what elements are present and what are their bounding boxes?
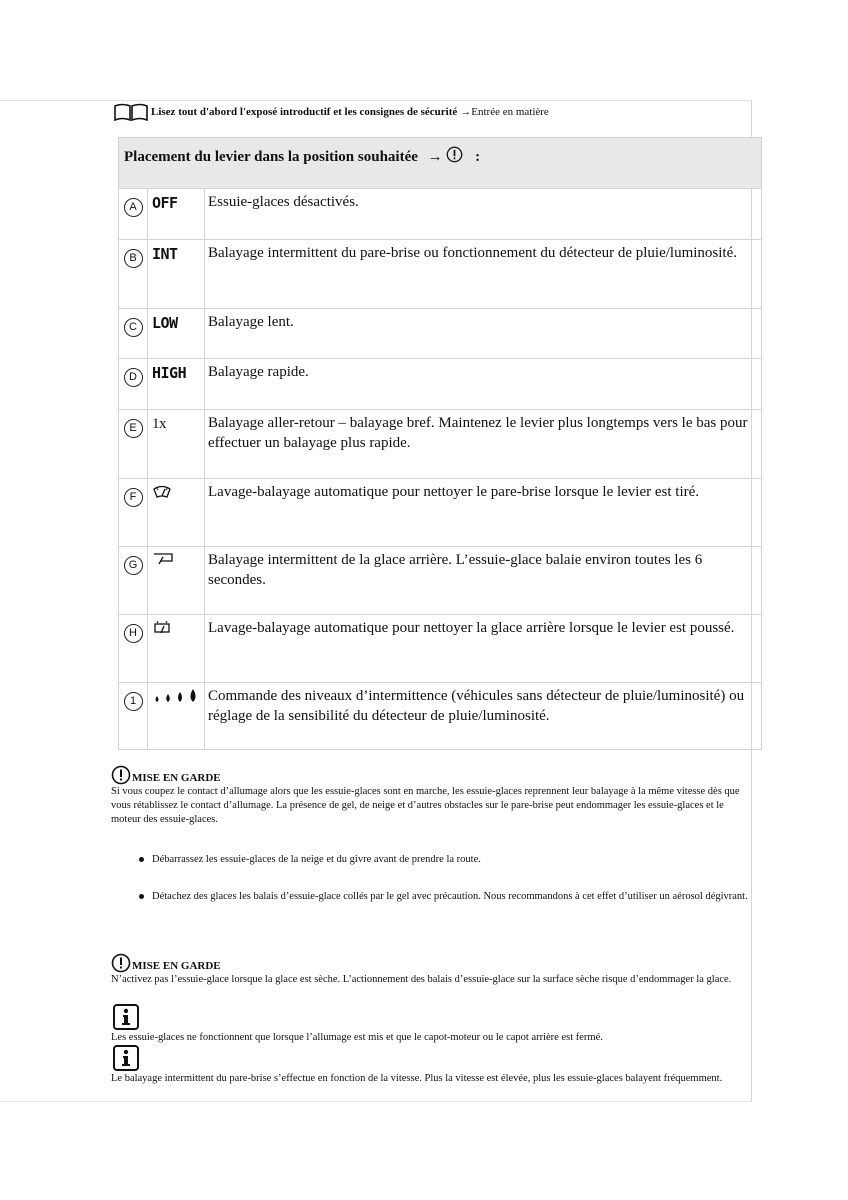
position-description: Lavage-balayage automatique pour nettoyer la glace arrière lorsque le levier est poussé. [205,615,762,683]
warning-heading [111,953,741,973]
position-letter: A [124,198,143,217]
table-header [119,138,762,189]
warning-body: Si vous coupez le contact d’allumage alors que les essuie-glaces sont en marche, les essuie-glaces reprennent leur balayage à la même vitesse dès que vous rétablissez le contact d’allumage. La présence de gel, de neige et d’autres obstacles sur le pare-brise peut endommager les essuie-glaces et le moteur des essuie-glaces. [111,786,740,825]
table-row [119,240,762,309]
position-letter: 1 [124,692,143,711]
position-description: Commande des niveaux d’intermittence (véhicules sans détecteur de pluie/luminosité) ou réglage de la sensibilité du détecteur de pluie/luminosité. [205,683,762,750]
position-description: Balayage intermittent de la glace arrière. L’essuie-glace balaie environ toutes les 6 secondes. [205,547,762,615]
table-row [119,359,762,410]
warning-block-2 [111,953,741,987]
position-description: Balayage lent. [205,309,762,359]
position-description: Balayage rapide. [205,359,762,410]
position-symbol: INT [148,240,205,309]
position-symbol: 1x [148,410,205,479]
warning-icon [111,953,131,973]
table-header-text: Placement du levier dans la position souhaitée [124,149,418,165]
warning-block-1 [111,765,741,827]
warning-title: MISE EN GARDE [132,960,221,972]
table-row [119,189,762,240]
position-symbol: LOW [148,309,205,359]
position-letter: F [124,488,143,507]
rain-drops-icon [152,688,202,704]
table-row [119,615,762,683]
position-letter: C [124,318,143,337]
intro-bold: Lisez tout d'abord l'exposé introductif et les consignes de sécurité [151,106,458,118]
rear-wiper-icon [152,552,174,566]
info-text: Le balayage intermittent du pare-brise s’effectue en fonction de la vitesse. Plus la vitesse est élevée, plus les essuie-glaces balayent fréquemment. [111,1073,723,1084]
warning-bullet: Débarrassez les essuie-glaces de la neige et du givre avant de prendre la route. [152,854,481,865]
table-row [119,309,762,359]
info-icon [113,1004,139,1030]
table-row [119,410,762,479]
bullet-dot [139,894,144,899]
warning-bullet: Détachez des glaces les balais d’essuie-glace collés par le gel avec précaution. Nous recommandons à cet effet d’utiliser un aérosol dégivrant. [152,891,748,902]
info-text: Les essuie-glaces ne fonctionnent que lorsque l’allumage est mis et que le capot-moteur ou le capot arrière est fermé. [111,1032,603,1043]
book-icon [113,103,149,121]
table-row [119,547,762,615]
position-description: Essuie-glaces désactivés. [205,189,762,240]
bullet-dot [139,857,144,862]
lever-position-table [118,137,762,750]
warning-small-icon [446,146,463,163]
position-description: Lavage-balayage automatique pour nettoyer le pare-brise lorsque le levier est tiré. [205,479,762,547]
warning-heading [111,765,741,785]
position-description: Balayage aller-retour – balayage bref. Maintenez le levier plus longtemps vers le bas pour effectuer un balayage plus rapide. [205,410,762,479]
warning-body: N’activez pas l’essuie-glace lorsque la glace est sèche. L’actionnement des balais d’essuie-glace sur la surface sèche risque d’endommager la glace. [111,974,732,985]
position-letter: H [124,624,143,643]
table-header-arrow: → [427,149,443,165]
position-letter: G [124,556,143,575]
position-symbol: OFF [148,189,205,240]
position-letter: D [124,368,143,387]
rear-washer-icon [152,620,172,636]
warning-title: MISE EN GARDE [132,772,221,784]
position-symbol: HIGH [148,359,205,410]
position-letter: E [124,419,143,438]
windshield-washer-icon [152,484,172,500]
table-header-colon: : [475,149,481,165]
info-icon [113,1045,139,1071]
table-row [119,479,762,547]
intro-line [113,103,549,121]
table-row [119,683,762,750]
intro-link[interactable]: →Entrée en matière [460,106,549,118]
warning-icon [111,765,131,785]
position-letter: B [124,249,143,268]
position-description: Balayage intermittent du pare-brise ou fonctionnement du détecteur de pluie/luminosité. [205,240,762,309]
